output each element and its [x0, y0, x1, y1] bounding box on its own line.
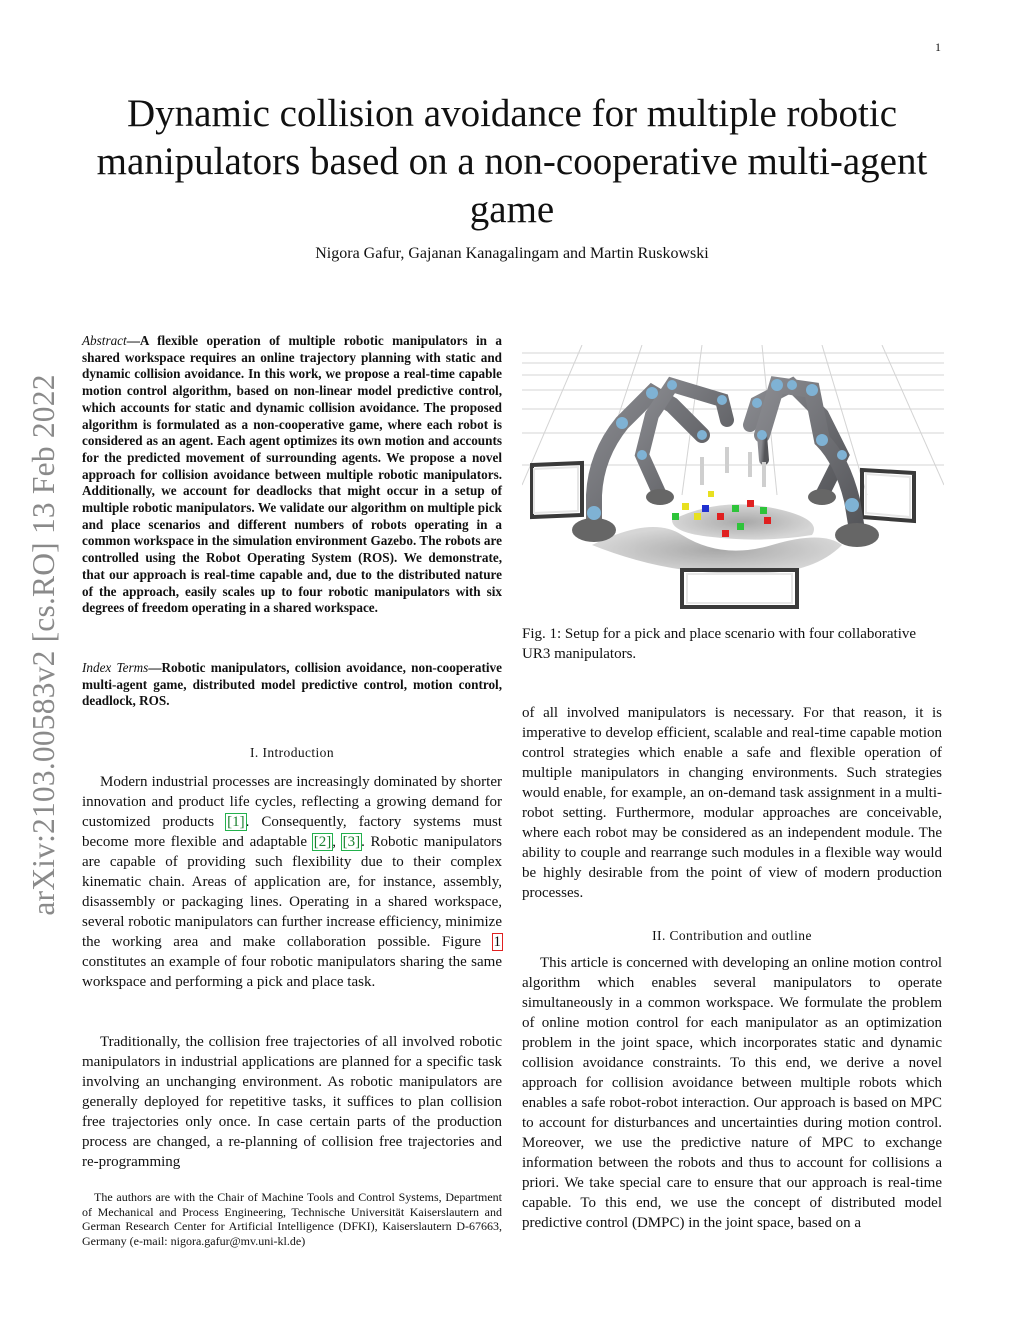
robot-setup-illustration: [522, 345, 944, 610]
paper-title: Dynamic collision avoidance for multiple robotic manipulators based on a non-cooperative multi-agent game: [96, 92, 928, 231]
authors: Nigora Gafur, Gajanan Kanagalingam and Martin Ruskowski: [315, 245, 709, 262]
right-paragraph-1: of all involved manipulators is necessary. For that reason, it is imperative to develop efficient, scalable and real-time capable motion control strategies which enable a safe and flexible operation of multiple manipulators in changing environments. Such strategies would enable, for example, an on-demand task assignment in a multi-robot setting. Furthermore, modular approaches are conceivable, where each robot may be considered as an independent module. The ability to couple and rearrange such modules in a flexible way would be highly desirable from the point of view of modern production processes.: [522, 705, 942, 901]
intro-paragraph-2: Traditionally, the collision free trajectories of all involved robotic manipulators in industrial applications are planned for a specific task involving an unchanging environment. As robotic manipulators are generally deployed for repetitive tasks, it suffices to plan collision free trajectories only once. In case certain parts of the production process are changed, a re-planning of collision free trajectories and re-programming: [82, 1034, 502, 1170]
abstract: [82, 333, 502, 617]
index-terms: [82, 660, 502, 710]
citation-link-3[interactable]: [3]: [342, 834, 361, 850]
citation-link-1[interactable]: [1]: [227, 814, 245, 830]
index-terms-text: —Robotic manipulators, collision avoidance, non-cooperative multi-agent game, distributed model predictive control, motion control, deadlock, ROS.: [82, 660, 502, 709]
figure-1: [522, 345, 944, 610]
intro-text: Modern industrial processes are increasingly dominated by shorter innovation and product life cycles, reflecting a growing demand for customized products: [82, 774, 502, 830]
index-terms-label: Index Terms: [82, 660, 149, 675]
section-heading-contribution: II. Contribution and outline: [652, 928, 812, 943]
abstract-label: Abstract: [82, 333, 127, 348]
intro-text: ,: [332, 834, 342, 850]
section-heading-introduction: I. Introduction: [250, 745, 334, 760]
footnote-text: The authors are with the Chair of Machine Tools and Control Systems, Department of Mechanical and Process Engineering, Technische Universität Kaiserslautern and German Research Center for Artificial Intelligence (DFKI), Kaiserslautern D-67663, Germany (e-mail: nigora.gafur@mv.uni-kl.de): [82, 1190, 502, 1248]
grippers: [702, 447, 764, 487]
right-paragraph-2: This article is concerned with developing an online motion control algorithm which enables several manipulators to operate simultaneously in a common workspace. We formulate the problem of online motion control for each manipulator as an optimization problem in the joint space, which incorporates static and dynamic collision avoidance constraints. To this end, we derive a novel approach for collision avoidance between multiple robots which enables a safe robot-robot interaction. Our approach is based on MPC to account for disturbances and uncertainties during motion control. Moreover, we use the predictive nature of MPC to exchange information between the robots and thus to account for collisions a priori. We take special care to ensure that our approach is real-time capable. To this end, we use the concept of distributed model predictive control (DMPC) in the joint space, based on a: [522, 955, 942, 1231]
page-number: 1: [935, 40, 941, 54]
footnote: [82, 1190, 502, 1248]
intro-text: . Robotic manipulators are capable of providing such flexibility due to their complex kinematic chain. Areas of application are, for instance, assembly, disassembly or packaging lines. Operating in a shared workspace, several robotic manipulators can further increase efficiency, minimize the working area and make collaboration possible. Figure: [82, 834, 503, 950]
arxiv-stamp-text: arXiv:2103.00583v2 [cs.RO] 13 Feb 2022: [26, 374, 61, 916]
abstract-text: —A flexible operation of multiple robotic manipulators in a shared workspace requires an online trajectory planning with static and dynamic collision avoidance. In this work, we propose a real-time capable motion control algorithm, based on non-linear model predictive control, which accounts for static and dynamic collision avoidance. The proposed algorithm is formulated as a non-cooperative game, where each robot is considered as an agent. Each agent optimizes its own motion and accounts for the predicted movement of surrounding agents. We propose a novel approach for collision avoidance between multiple robotic manipulators. Additionally, we account for deadlocks that might occur in a setup of multiple robotic manipulators. We validate our algorithm on multiple pick and place scenarios and different numbers of robots operating in a common workspace in the simulation environment Gazebo. The robots are controlled using the Robot Operating System (ROS). We demonstrate, that our approach is real-time capable and, due to the distributed nature of the approach, easily scales up to four robotic manipulators with six degrees of freedom operating in a shared workspace.: [82, 333, 502, 616]
intro-text: . Consequently, factory systems must become more flexible and adaptable: [82, 814, 502, 850]
intro-paragraph-1: [82, 772, 502, 992]
figure-caption: Fig. 1: Setup for a pick and place scenario with four collaborative UR3 manipulators.: [522, 626, 917, 662]
intro-text: constitutes an example of four robotic manipulators sharing the same workspace and performing a pick and place task.: [82, 954, 502, 990]
figure-link-1[interactable]: 1: [493, 934, 501, 950]
citation-link-2[interactable]: [2]: [313, 834, 332, 850]
